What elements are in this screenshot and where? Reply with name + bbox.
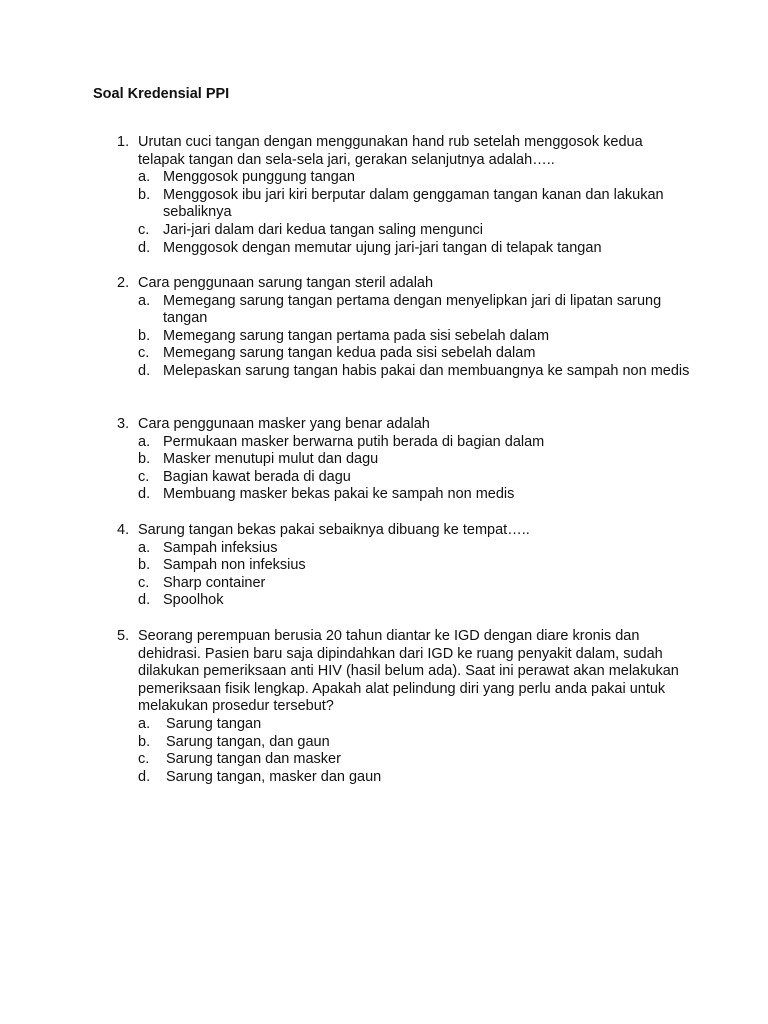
option-item bbox=[93, 486, 693, 504]
question-text: Urutan cuci tangan dengan menggunakan hand rub setelah menggosok kedua telapak tangan dan sela-sela jari, gerakan selanjutnya adalah….. bbox=[138, 134, 643, 168]
option-letter: d. bbox=[138, 362, 151, 379]
option-item bbox=[93, 240, 693, 258]
question-5 bbox=[93, 628, 693, 786]
option-text: Spoolhok bbox=[163, 592, 224, 609]
option-letter: a. bbox=[138, 539, 151, 556]
option-list bbox=[93, 716, 693, 786]
question-number: 2. bbox=[117, 275, 130, 291]
question-number: 4. bbox=[117, 522, 130, 538]
question-number: 3. bbox=[117, 416, 130, 432]
option-item bbox=[93, 575, 693, 593]
option-item bbox=[93, 734, 693, 752]
question-text: Seorang perempuan berusia 20 tahun diantar ke IGD dengan diare kronis dan dehidrasi. Pasien baru saja dipindahkan dari IGD ke ruang penyakit dalam, sudah dilakukan pemeriksaan anti HIV (hasil belum ada). Saat ini perawat akan melakukan pemeriksaan fisik lengkap. Apakah alat pelindung diri yang perlu anda pakai untuk melakukan prosedur tersebut? bbox=[138, 628, 679, 715]
option-letter: c. bbox=[138, 345, 150, 362]
option-letter: b. bbox=[138, 733, 151, 750]
option-letter: c. bbox=[138, 574, 150, 591]
option-text: Sarung tangan, masker dan gaun bbox=[166, 768, 382, 785]
option-letter: a. bbox=[138, 715, 151, 732]
option-list bbox=[93, 293, 693, 381]
question-text: Cara penggunaan masker yang benar adalah bbox=[138, 416, 430, 432]
option-text: Masker menutupi mulut dan dagu bbox=[163, 451, 379, 468]
option-text: Bagian kawat berada di dagu bbox=[163, 468, 351, 485]
option-letter: c. bbox=[138, 468, 150, 485]
option-text: Memegang sarung tangan kedua pada sisi sebelah dalam bbox=[163, 345, 536, 362]
option-letter: b. bbox=[138, 557, 151, 574]
option-text: Sarung tangan, dan gaun bbox=[166, 733, 330, 750]
option-letter: a. bbox=[138, 292, 151, 309]
question-3 bbox=[93, 416, 693, 504]
option-letter: a. bbox=[138, 169, 151, 186]
option-text: Memegang sarung tangan pertama pada sisi sebelah dalam bbox=[163, 327, 550, 344]
option-item bbox=[93, 716, 693, 734]
option-item bbox=[93, 222, 693, 240]
option-item bbox=[93, 557, 693, 575]
question-4 bbox=[93, 522, 693, 610]
option-letter: d. bbox=[138, 768, 151, 785]
option-item bbox=[93, 769, 693, 787]
question-number: 5. bbox=[117, 628, 130, 644]
option-text: Sharp container bbox=[163, 574, 266, 591]
option-letter: b. bbox=[138, 451, 151, 468]
question-text: Cara penggunaan sarung tangan steril adalah bbox=[138, 275, 434, 291]
option-letter: d. bbox=[138, 592, 151, 609]
option-text: Permukaan masker berwarna putih berada di bagian dalam bbox=[163, 433, 545, 450]
option-text: Sampah infeksius bbox=[163, 539, 278, 556]
document-title: Soal Kredensial PPI bbox=[93, 86, 230, 102]
option-list bbox=[93, 434, 693, 504]
question-2 bbox=[93, 275, 693, 381]
option-item bbox=[93, 363, 693, 381]
option-item bbox=[93, 751, 693, 769]
option-list bbox=[93, 540, 693, 610]
option-letter: d. bbox=[138, 486, 151, 503]
option-item bbox=[93, 187, 693, 222]
option-text: Melepaskan sarung tangan habis pakai dan membuangnya ke sampah non medis bbox=[163, 362, 690, 379]
option-text: Membuang masker bekas pakai ke sampah non medis bbox=[163, 486, 515, 503]
option-item bbox=[93, 540, 693, 558]
option-text: Memegang sarung tangan pertama dengan menyelipkan jari di lipatan sarung tangan bbox=[163, 292, 662, 327]
option-text: Menggosok dengan memutar ujung jari-jari tangan di telapak tangan bbox=[163, 239, 602, 256]
option-text: Menggosok punggung tangan bbox=[163, 169, 355, 186]
option-list bbox=[93, 169, 693, 257]
option-letter: b. bbox=[138, 186, 151, 203]
option-text: Menggosok ibu jari kiri berputar dalam genggaman tangan kanan dan lakukan sebaliknya bbox=[163, 186, 664, 221]
option-text: Sarung tangan dan masker bbox=[166, 751, 341, 768]
option-text: Jari-jari dalam dari kedua tangan saling mengunci bbox=[163, 221, 483, 238]
option-letter: a. bbox=[138, 433, 151, 450]
option-letter: b. bbox=[138, 327, 151, 344]
option-item bbox=[93, 451, 693, 469]
option-letter: d. bbox=[138, 239, 151, 256]
option-item bbox=[93, 169, 693, 187]
option-item bbox=[93, 434, 693, 452]
option-letter: c. bbox=[138, 221, 150, 238]
question-1 bbox=[93, 134, 693, 257]
option-text: Sarung tangan bbox=[166, 715, 262, 732]
question-number: 1. bbox=[117, 134, 130, 150]
option-item bbox=[93, 592, 693, 610]
option-item bbox=[93, 293, 693, 328]
option-text: Sampah non infeksius bbox=[163, 557, 306, 574]
question-text: Sarung tangan bekas pakai sebaiknya dibuang ke tempat….. bbox=[138, 522, 530, 538]
option-item bbox=[93, 345, 693, 363]
option-item bbox=[93, 328, 693, 346]
option-item bbox=[93, 469, 693, 487]
option-letter: c. bbox=[138, 751, 150, 768]
